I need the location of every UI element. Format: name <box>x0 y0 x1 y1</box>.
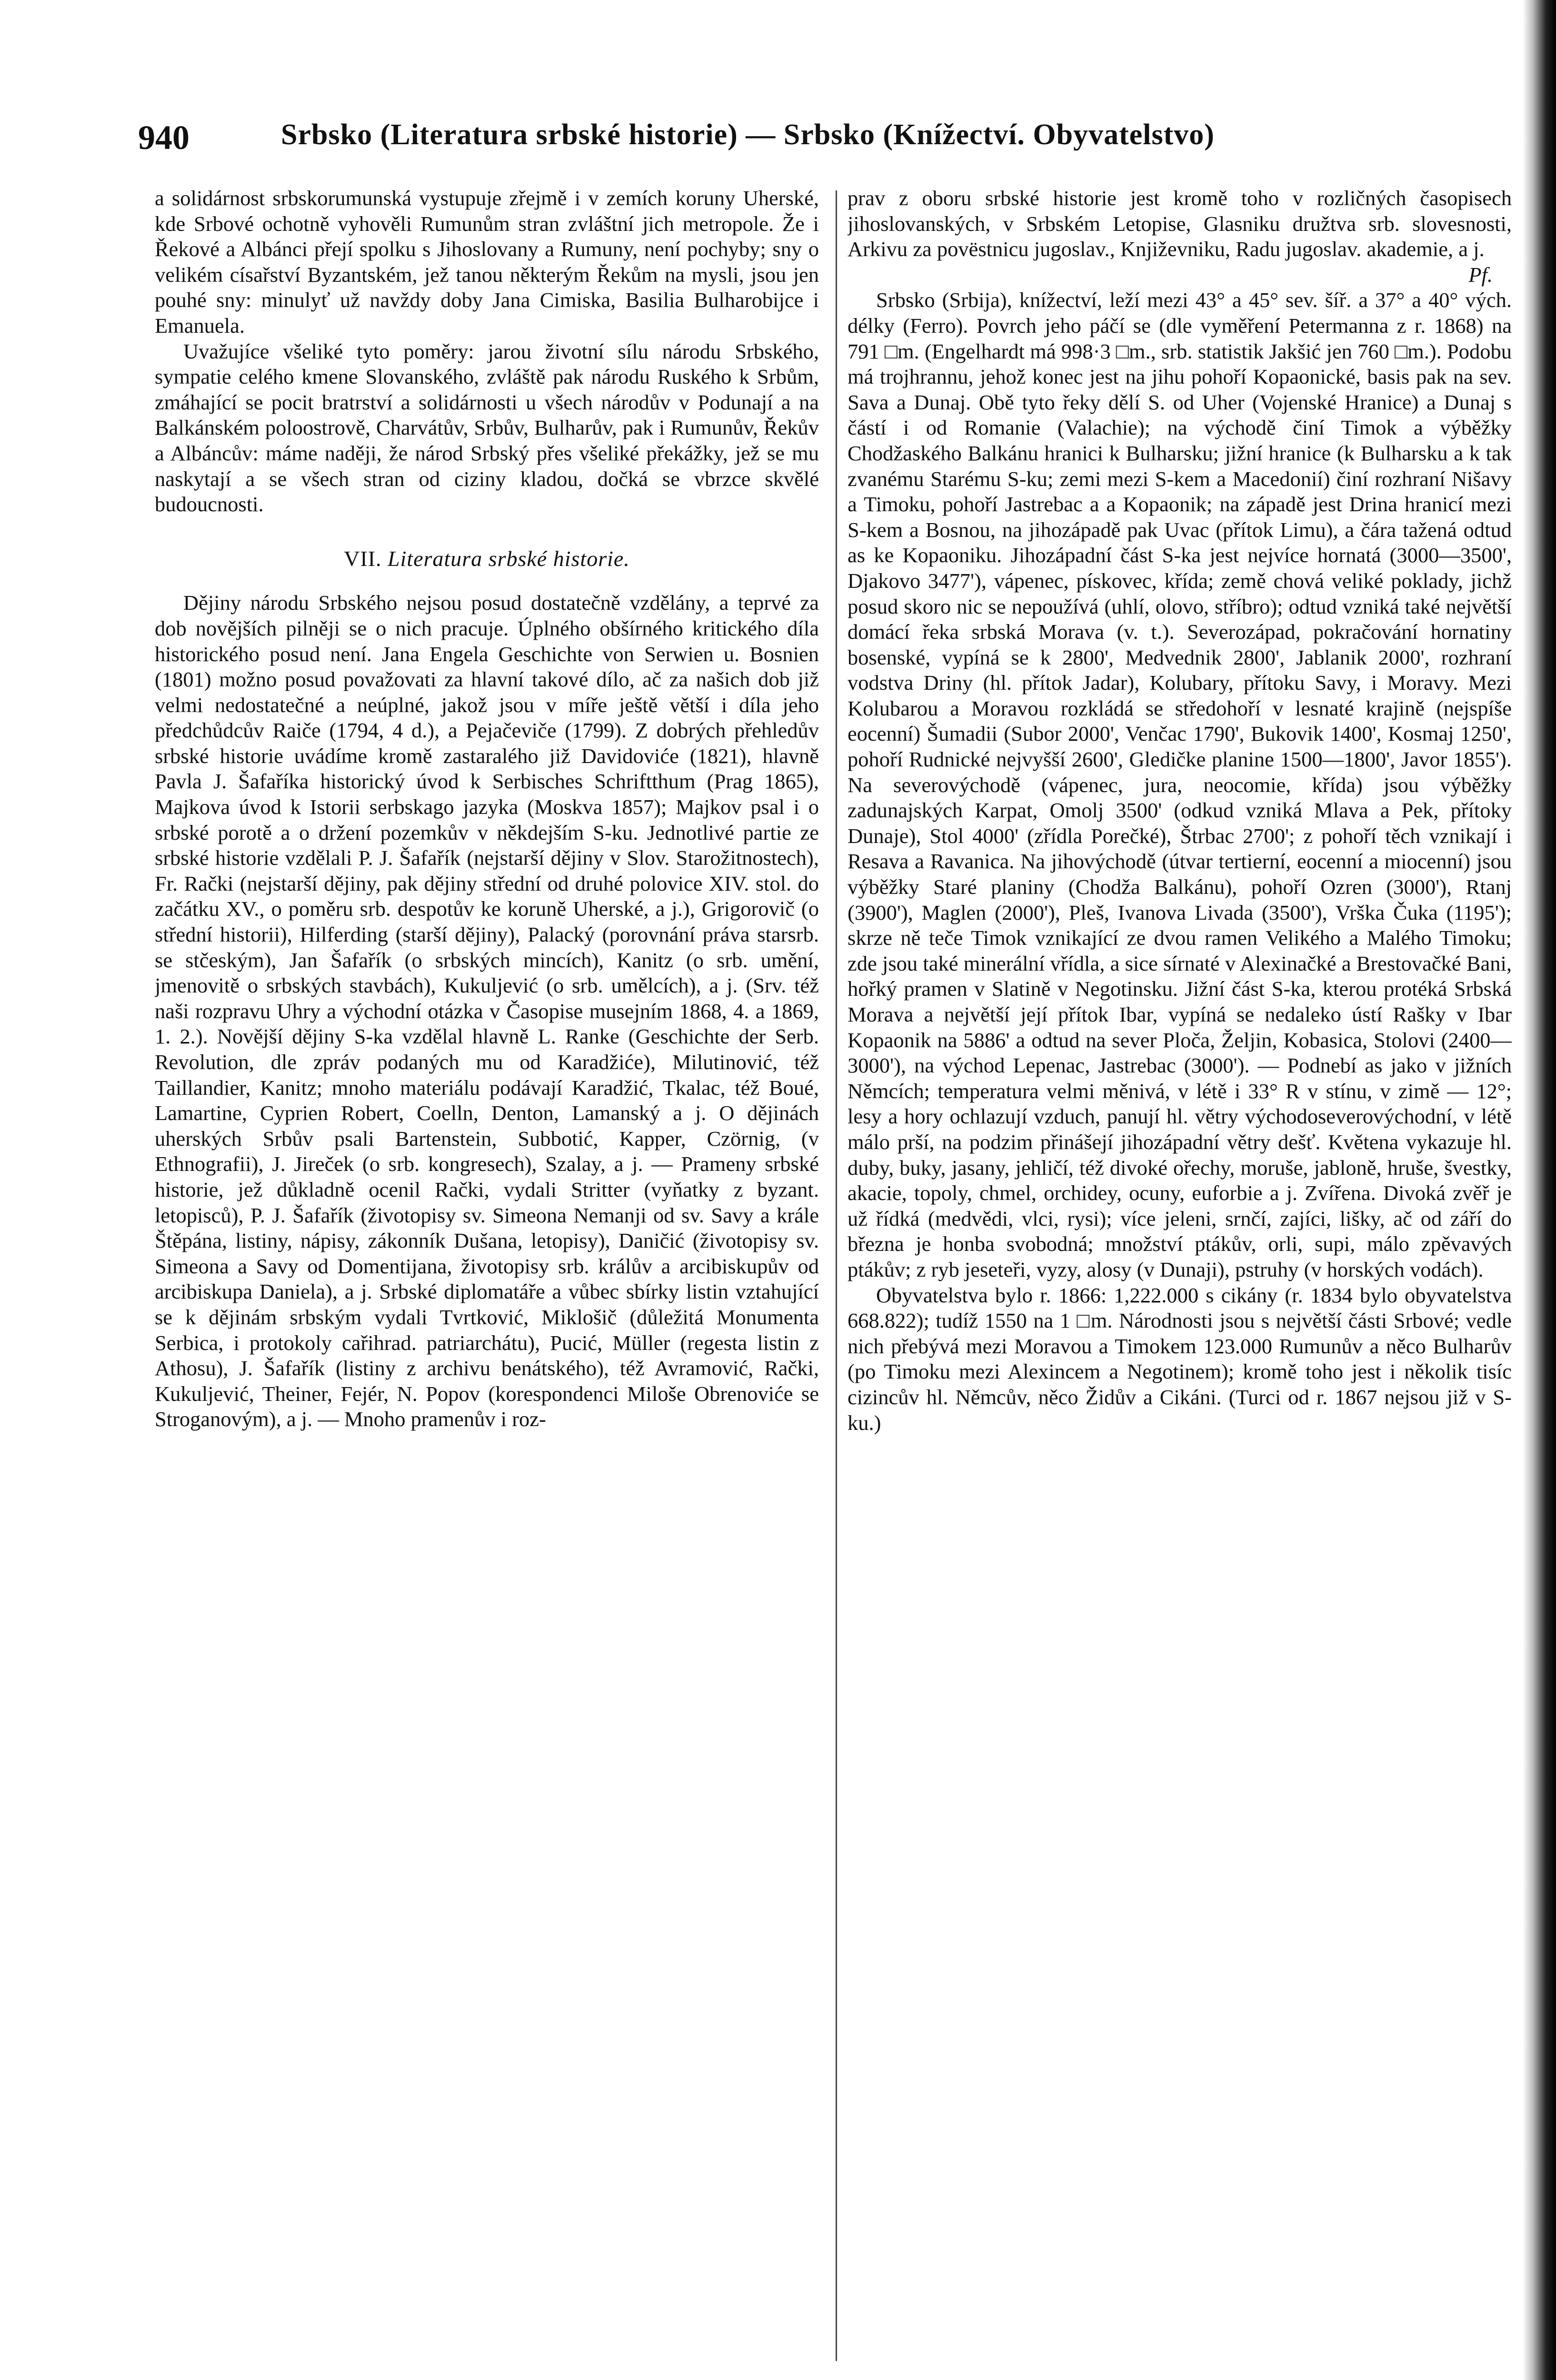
paragraph-literature: Dějiny národu Srbského nejsou posud dostatečně vzdělány, a teprvé za dob novějších pilněji se o nich pracuje. Úplného obšírného kritického díla historického posud není. Jana Engela Geschichte von Serwien u. Bosnien (1801) možno posud považovati za hlavní takové dílo, ač za našich dob již velmi nedostatečné a neúplné, jakož jsou v míře ještě větší i díla jeho předchůdcův Raiče (1794, 4 d.), a Pejačeviče (1799). Z dobrých přehledův srbské historie uvádíme kromě zastaralého již Davidoviće (1821), hlavně Pavla J. Šafaříka historický úvod k Serbisches Schriftthum (Prag 1865), Majkova úvod k Istorii serbskago jazyka (Moskva 1857); Majkov psal i o srbské porotě a o držení pozemkův v někdejším S-ku. Jednotlivé partie ze srbské historie vzdělali P. J. Šafařík (nejstarší dějiny v Slov. Starožitnostech), Fr. Rački (nejstarší dějiny, pak dějiny střední od druhé polovice XIV. stol. do začátku XV., o poměru srb. despotův ke koruně Uherské, a j.), Grigorovič (o střední historii), Hilferding (starší dějiny), Palacký (porovnání práva starsrb. se stčeským), Jan Šafařík (o srbských mincích), Kanitz (o srb. umění, jmenovitě o srbských stavbách), Kukuljević (o srb. umělcích), a j. (Srv. též naši rozpravu Uhry a východní otázka v Časopise musejním 1868, 4. a 1869, 1. 2.). Novější dějiny S-ka vzdělal hlavně L. Ranke (Geschichte der Serb. Revolution, dle zpráv podaných mu od Karadžiće), Milutinović, též Taillandier, Kanitz; mnoho materiálu podávají Karadžić, Tkalac, též Boué, Lamartine, Cyprien Robert, Coelln, Denton, Lamanský a j. O dějinách uherských Srbův psali Bartenstein, Subbotić, Kapper, Czörnig, (v Ethnografii), J. Jireček (o srb. kongresech), Szalay, a j. — Prameny srbské historie, jež důkladně ocenil Rački, vydali Stritter (vyňatky z byzant. letopisců), P. J. Šafařík (životopisy sv. Simeona Nemanji od sv. Savy a krále Štěpána, listiny, nápisy, zákonník Dušana, letopisy), Daničić (životopisy sv. Simeona a Savy od Domentijana, životopisy srb. králův a arcibiskupův od arcibiskupa Daniela), a j. Srbské diplomatáře a vůbec sbírky listin vztahující se k dějinám srbským vydali Tvrtković, Miklošič (důležitá Monumenta Serbica, i protokoly cařihrad. patriarchátu), Pucić, Müller (regesta listin z Athosu), J. Šafařík (listiny z archivu benátského), též Avramović, Rački, Kukuljević, Theiner, Fejér, N. Popov (korespondenci Miloše Obrenoviće se Stroganovým), a j. — Mnoho pramenův i roz- <box>155 591 819 1431</box>
left-column <box>155 186 819 2370</box>
page-header <box>138 109 1395 161</box>
running-head: Srbsko (Literatura srbské historie) — Srbsko (Knížectví. Obyvatelstvo) <box>281 119 1215 151</box>
section-number: VII. <box>344 546 382 571</box>
author-signature: Pf. <box>1468 262 1493 287</box>
section-heading <box>155 546 819 572</box>
book-binding-edge <box>1523 0 1556 2380</box>
paragraph-solidarity: a solidárnost srbskorumunská vystupuje zřejmě i v zemích koruny Uherské, kde Srbové ochotně vyhověli Rumunům stran zvláštní jich metropole. Že i Řekové a Albánci přejí spolku s Jihoslovany a Rumuny, není pochyby; sny o velikém císařství Byzantském, jež tanou některým Řekům na mysli, jsou jen pouhé sny: minulyť už navždy doby Jana Cimiska, Basilia Bulharobijce i Emanuela. <box>155 186 819 337</box>
paragraph-population: Obyvatelstva bylo r. 1866: 1,222.000 s cikány (r. 1834 bylo obyvatelstva 668.822); tudíž 1550 na 1 □m. Národnosti jsou s největší části Srbové; vedle nich přebývá mezi Moravou a Timokem 123.000 Rumunův a něco Bulharův (po Timoku mezi Alexincem a Negotinem); kromě toho jest i několik tisíc cizincův hl. Němcův, něco Židův a Cikáni. (Turci od r. 1867 nejsou již v S-ku.) <box>848 1283 1512 1435</box>
section-title: Literatura srbské historie. <box>388 546 630 571</box>
paragraph-future: Uvažujíce všeliké tyto poměry: jarou životní sílu národu Srbského, sympatie celého kmene Slovanského, zvláště pak národu Ruského k Srbům, zmáhající se pocit bratrství a solidárnosti u všech národův v Podunají a na Balkánském poloostrově, Charvátův, Srbův, Bulharův, pak i Rumunův, Řekův a Albáncův: máme naději, že národ Srbský přes všeliké překážky, jež se mu naskytají a se všech stran od ciziny kladou, dočká se vbrzce skvělé budoucnosti. <box>155 339 819 516</box>
right-column <box>848 186 1512 2370</box>
page-number: 940 <box>138 119 190 157</box>
paragraph-principality: Srbsko (Srbija), knížectví, leží mezi 43° a 45° sev. šíř. a 37° a 40° vých. délky (Ferro). Povrch jeho páčí se (dle vyměření Petermanna z r. 1868) na 791 □m. (Engelhardt má 998·3 □m., srb. statistik Jakšić jen 760 □m.). Podobu má trojhrannu, jehož konec jest na jihu pohoří Kopaonické, basis pak na sev. Sava a Dunaj. Obě tyto řeky dělí S. od Uher (Vojenské Hranice) a Dunaj s částí i od Romanie (Valachie); na východě činí Timok a výběžky Chodžaského Balkánu hranici k Bulharsku; jižní hranice (k Bulharsku a k tak zvanému Starému S-ku; zemi mezi S-kem a Macedonií) činí rozhraní Nišavy a Timoku, pohoří Jastrebac a a Kopaonik; na západě jest Drina hranicí mezi S-kem a Bosnou, na jihozápadě pak Uvac (přítok Limu), a čára tažená odtud as ke Kopaoniku. Jihozápadní část S-ka jest nejvíce hornatá (3000—3500', Djakovo 3477'), vápenec, pískovec, křída; země chová veliké poklady, jichž posud skoro nic se nepoužívá (uhlí, olovo, stříbro); odtud vzniká také největší domácí řeka srbská Morava (v. t.). Severozápad, pokračování hornatiny bosenské, vypíná se k 2800', Medvednik 2800', Jablanik 2000', rozhraní vodstva Driny (hl. přítok Jadar), Kolubary, přítoku Savy, i Moravy. Mezi Kolubarou a Moravou rozkládá se středohoří v lesnaté krajině (nejspíše eocenní) Šumadii (Subor 2000', Venčac 1790', Bukovik 1400', Kosmaj 1250', pohoří Rudnické nejvyšší 2600', Gledičke planine 1500—1800', Javor 1855'). Na severovýchodě (vápenec, jura, neocomie, křída) jsou výběžky zadunajských Karpat, Omolj 3500' (odkud vzniká Mlava a Pek, přítoky Dunaje), Stol 4000' (zřídla Porečké), Štrbac 2700'; z pohoří těch vznikají i Resava a Ravanica. Na jihovýchodě (útvar tertierní, eocenní a miocenní) jsou výběžky Staré planiny (Chodža Balkánu), pohoří Ozren (3000'), Rtanj (3900'), Maglen (2000'), Pleš, Ivanova Livada (3500'), Vrška Čuka (1195'); skrze ně teče Timok vznikající ze dvou ramen Velikého a Malého Timoku; zde jsou také minerální vřídla, a sice sírnaté v Alexinačké a Brestovačké Bani, hořký pramen v Slatině v Negotinsku. Jižní část S-ka, kterou protéká Srbská Morava a největší její přítok Ibar, vypíná se nedaleko ústí Rašky v Ibar Kopaonik na 5886' a odtud na sever Ploča, Željin, Kobasica, Stolovi (2400—3000'), na východ Lepenac, Jastrebac (3000'). — Podnebí as jako v jižních Němcích; temperatura velmi měnivá, v létě i 33° R v stínu, v zimě — 12°; lesy a hory ochlazují vzduch, panují hl. větry východoseverovýchodní, v létě málo prší, na podzim přinášejí jihozápadní větry dešť. Květena vykazuje hl. duby, buky, jasany, jehličí, též divoké ořechy, moruše, jabloně, hruše, švestky, akacie, topoly, chmel, orchidey, ocuny, euforbie a j. Zvířena. Divoká zvěř je už řídká (medvědi, vlci, rysi); více jeleni, srnčí, zajíci, lišky, ač od září do března je honba svobodná; množství ptákův, orli, supi, málo zpěvavých ptákův; z ryb jeseteři, vyzy, alosy (v Dunaji), pstruhy (v horských vodách). <box>848 288 1512 1281</box>
paragraph-sources-continued: prav z oboru srbské historie jest kromě toho v rozličných časopisech jihoslovanských, v Srbském Letopise, Glasniku družtva srb. slovesnosti, Arkivu za povëstnicu jugoslav., Književniku, Radu jugoslav. akademie, a j. <box>848 186 1512 261</box>
column-divider <box>836 190 837 2361</box>
